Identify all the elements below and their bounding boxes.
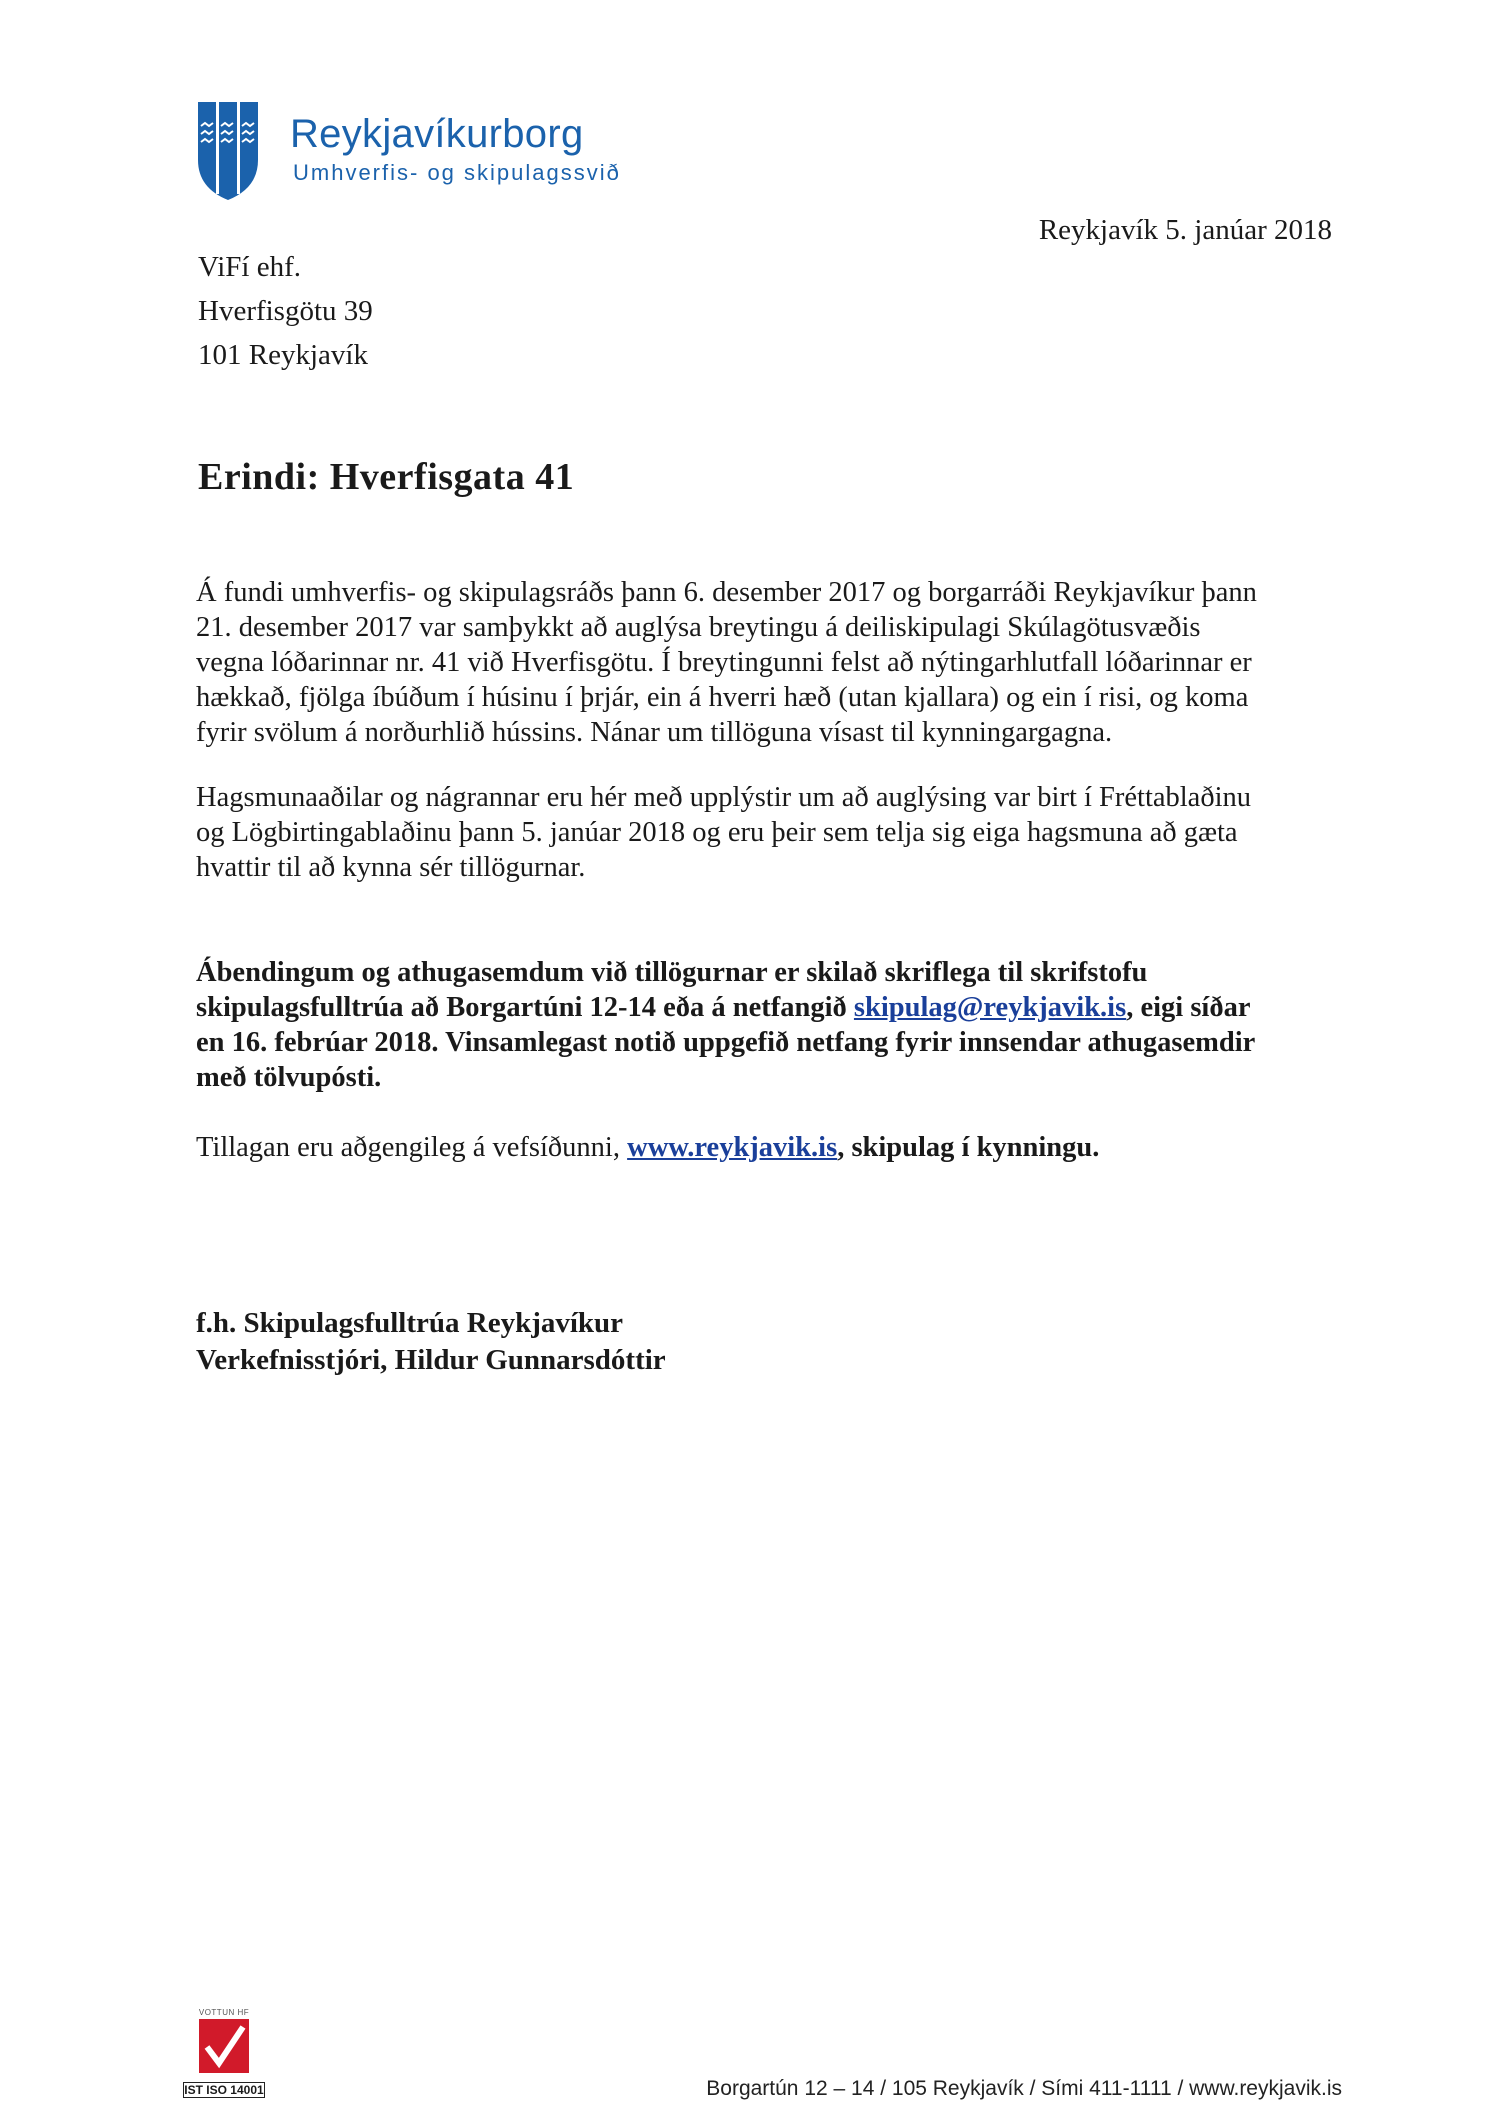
text-line: vegna lóðarinnar nr. 41 við Hverfisgötu. Í breytingunni felst að nýtingarhlutfall lóðarinnar er (196, 647, 1252, 678)
recipient-company: ViFí ehf. (198, 251, 301, 283)
text-line: Ábendingum og athugasemdum við tillögurnar er skilað skriflega til skrifstofu (196, 957, 1148, 988)
recipient-city: 101 Reykjavík (198, 339, 368, 371)
text-line: hækkað, fjölga íbúðum í húsinu í þrjár, ein á hverri hæð (utan kjallara) og ein í risi, og koma (196, 682, 1249, 713)
paragraph-stakeholders (196, 780, 1346, 885)
email-link[interactable]: skipulag@reykjavik.is (853, 992, 1127, 1023)
signature-name: Verkefnisstjóri, Hildur Gunnarsdóttir (196, 1344, 666, 1376)
checkmark-icon (183, 2017, 265, 2077)
certification-label: VOTTUN HF (198, 2008, 250, 2017)
paragraph-meeting-decision (196, 575, 1346, 750)
certification-standard: IST ISO 14001 (184, 2083, 264, 2097)
text-line: Hagsmunaaðilar og nágrannar eru hér með upplýstir um að auglýsing var birt í Fréttablaðinu (196, 782, 1252, 813)
text-line: en 16. febrúar 2018. Vinsamlegast notið uppgefið netfang fyrir innsendar athugasemdir (196, 1027, 1256, 1058)
text-segment: skipulagsfulltrúa að Borgartúni 12-14 eða á netfangið (196, 992, 854, 1023)
text-line: og Lögbirtingablaðinu þann 5. janúar 2018 og eru þeir sem telja sig eiga hagsmuna að gæta (196, 817, 1238, 848)
department-name: Umhverfis- og skipulagssvið (293, 160, 621, 185)
signature-block (196, 1305, 666, 1379)
text-segment: , eigi síðar (1126, 992, 1251, 1023)
letter-date: Reykjavík 5. janúar 2018 (1038, 214, 1332, 246)
subject-heading: Erindi: Hverfisgata 41 (198, 456, 575, 498)
signature-on-behalf: f.h. Skipulagsfulltrúa Reykjavíkur (196, 1307, 624, 1339)
text-line: Á fundi umhverfis- og skipulagsráðs þann 6. desember 2017 og borgarráði Reykjavíkur þann (196, 577, 1257, 608)
paragraph-submission-instructions (196, 955, 1346, 1095)
recipient-address (198, 245, 373, 377)
text-line: 21. desember 2017 var samþykkt að auglýsa breytingu á deiliskipulagi Skúlagötusvæðis (196, 612, 1201, 643)
text-line: fyrir svölum á norðurhlið hússins. Nánar um tillöguna vísast til kynningargagna. (196, 717, 1113, 748)
text-segment: , skipulag í kynningu. (837, 1132, 1100, 1163)
recipient-street: Hverfisgötu 39 (198, 295, 373, 327)
organization-name: Reykjavíkurborg (290, 112, 584, 156)
text-line (196, 990, 1346, 1025)
iso-certification-badge (183, 2008, 265, 2106)
footer-contact: Borgartún 12 – 14 / 105 Reykjavík / Sími 411-1111 / www.reykjavik.is (706, 2077, 1342, 2100)
text-segment: Tillagan eru aðgengileg á vefsíðunni, (196, 1132, 628, 1163)
text-line: með tölvupósti. (196, 1062, 382, 1093)
website-link[interactable]: www.reykjavik.is (627, 1132, 838, 1163)
paragraph-website (196, 1130, 1346, 1165)
text-line (196, 1130, 1346, 1165)
reykjavik-shield-logo (196, 100, 260, 202)
text-line: hvattir til að kynna sér tillögurnar. (196, 852, 586, 883)
